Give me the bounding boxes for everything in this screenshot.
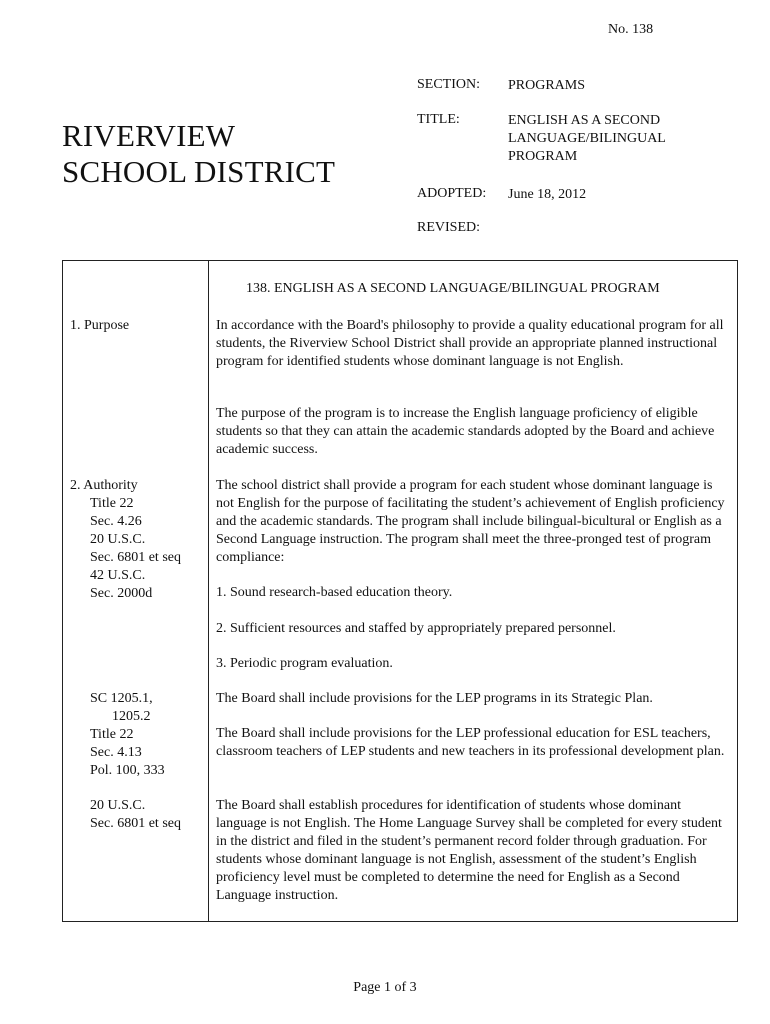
section-label: SECTION:	[417, 77, 480, 92]
adopted-value: June 18, 2012	[508, 187, 587, 202]
sc-ref: 1205.2	[112, 709, 151, 724]
authority-ref: Sec. 4.26	[90, 514, 142, 529]
purpose-label: 1. Purpose	[70, 318, 130, 333]
compliance-item-1: 1. Sound research-based education theory.	[216, 585, 453, 600]
sc-ref: Title 22	[90, 727, 134, 742]
usc-ref: 20 U.S.C.	[90, 798, 146, 813]
policy-heading: 138. ENGLISH AS A SECOND LANGUAGE/BILINGUAL PROGRAM	[246, 281, 660, 296]
sc-ref: Sec. 4.13	[90, 745, 142, 760]
title-line1: ENGLISH AS A SECOND	[508, 113, 661, 128]
title-label: TITLE:	[417, 112, 460, 127]
title-line3: PROGRAM	[508, 149, 578, 164]
authority-ref: 20 U.S.C.	[90, 532, 146, 547]
title-value	[508, 112, 666, 166]
usc-ref: Sec. 6801 et seq	[90, 816, 181, 831]
page-number: Page 1 of 3	[353, 980, 417, 995]
revised-label: REVISED:	[417, 220, 480, 235]
policy-table-divider	[208, 260, 209, 922]
compliance-item-3: 3. Periodic program evaluation.	[216, 656, 393, 671]
purpose-paragraph-1: In accordance with the Board's philosophy to provide a quality educational program for all students, the Riverview School District shall provide an appropriate planned instructional program for identified students whose dominant language is not English.	[216, 318, 724, 369]
authority-references	[70, 477, 181, 603]
authority-paragraph: The school district shall provide a program for each student whose dominant language is not English for the purpose of facilitating the student’s achievement of English proficiency and the academic standards. The program shall include bilingual-bicultural or English as a Second Language instruction. The program shall meet the three-pronged test of program compliance:	[216, 478, 725, 565]
authority-ref: Title 22	[90, 496, 134, 511]
authority-ref: 42 U.S.C.	[90, 568, 146, 583]
policy-number: No. 138	[608, 22, 654, 37]
district-name-line2: SCHOOL DISTRICT	[62, 154, 336, 189]
authority-ref: Sec. 6801 et seq	[90, 550, 181, 565]
sc-references	[70, 690, 165, 780]
authority-label: 2. Authority	[70, 478, 138, 493]
sc-ref: Pol. 100, 333	[90, 763, 165, 778]
section-value: PROGRAMS	[508, 78, 586, 93]
professional-education-paragraph: The Board shall include provisions for the LEP professional education for ESL teachers, classroom teachers of LEP students and new teachers in its professional development plan.	[216, 726, 725, 759]
purpose-paragraph-2: The purpose of the program is to increase the English language proficiency of eligible students so that they can attain the academic standards adopted by the Board and achieve academic success.	[216, 406, 715, 457]
sc-ref: SC 1205.1,	[90, 691, 153, 706]
adopted-label: ADOPTED:	[417, 186, 487, 201]
compliance-item-2: 2. Sufficient resources and staffed by appropriately prepared personnel.	[216, 621, 616, 636]
strategic-plan-paragraph: The Board shall include provisions for the LEP programs in its Strategic Plan.	[216, 691, 653, 706]
title-line2: LANGUAGE/BILINGUAL	[508, 131, 666, 146]
identification-paragraph: The Board shall establish procedures for identification of students whose dominant language is not English. The Home Language Survey shall be completed for every student in the district and filed in the student’s permanent record folder through graduation. For students whose dominant language is not English, assessment of the student’s English proficiency level must be completed to determine the need for English as a Second Language instruction.	[216, 798, 722, 903]
authority-ref: Sec. 2000d	[90, 586, 153, 601]
usc-references	[70, 797, 181, 833]
district-name-line1: RIVERVIEW	[62, 118, 236, 153]
